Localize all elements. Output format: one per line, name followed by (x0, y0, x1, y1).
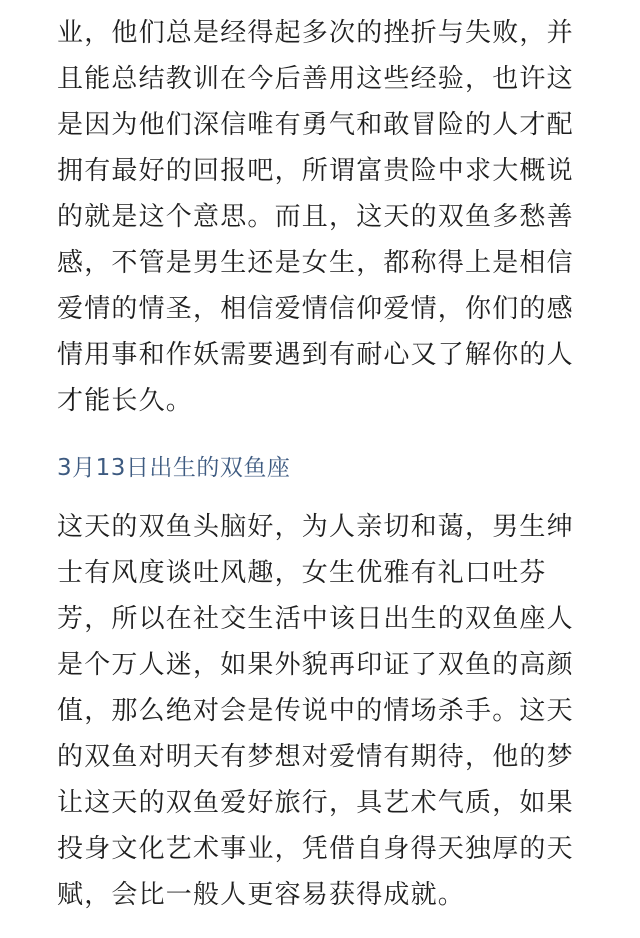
article-body (57, 0, 597, 910)
paragraph-intro-continued: 业，他们总是经得起多次的挫折与失败，并且能总结教训在今后善用这些经验，也许这是因为他们深信唯有勇气和敢冒险的人才配拥有最好的回报吧，所谓富贵险中求大概说的就是这个意思。而且，这天的双鱼多愁善感，不管是男生还是女生，都称得上是相信爱情的情圣，相信爱情信仰爱情，你们的感情用事和作妖需要遇到有耐心又了解你的人才能长久。 (57, 18, 574, 416)
section-heading: 3月13日出生的双鱼座 (57, 455, 291, 481)
paragraph-march-13: 这天的双鱼头脑好，为人亲切和蔼，男生绅士有风度谈吐风趣，女生优雅有礼口吐芬芳，所以在社交生活中该日出生的双鱼座人是个万人迷，如果外貌再印证了双鱼的高颜值，那么绝对会是传说中的情场杀手。这天的双鱼对明天有梦想对爱情有期待，他的梦让这天的双鱼爱好旅行，具艺术气质，如果投身文化艺术事业，凭借自身得天独厚的天赋，会比一般人更容易获得成就。 (57, 512, 574, 910)
